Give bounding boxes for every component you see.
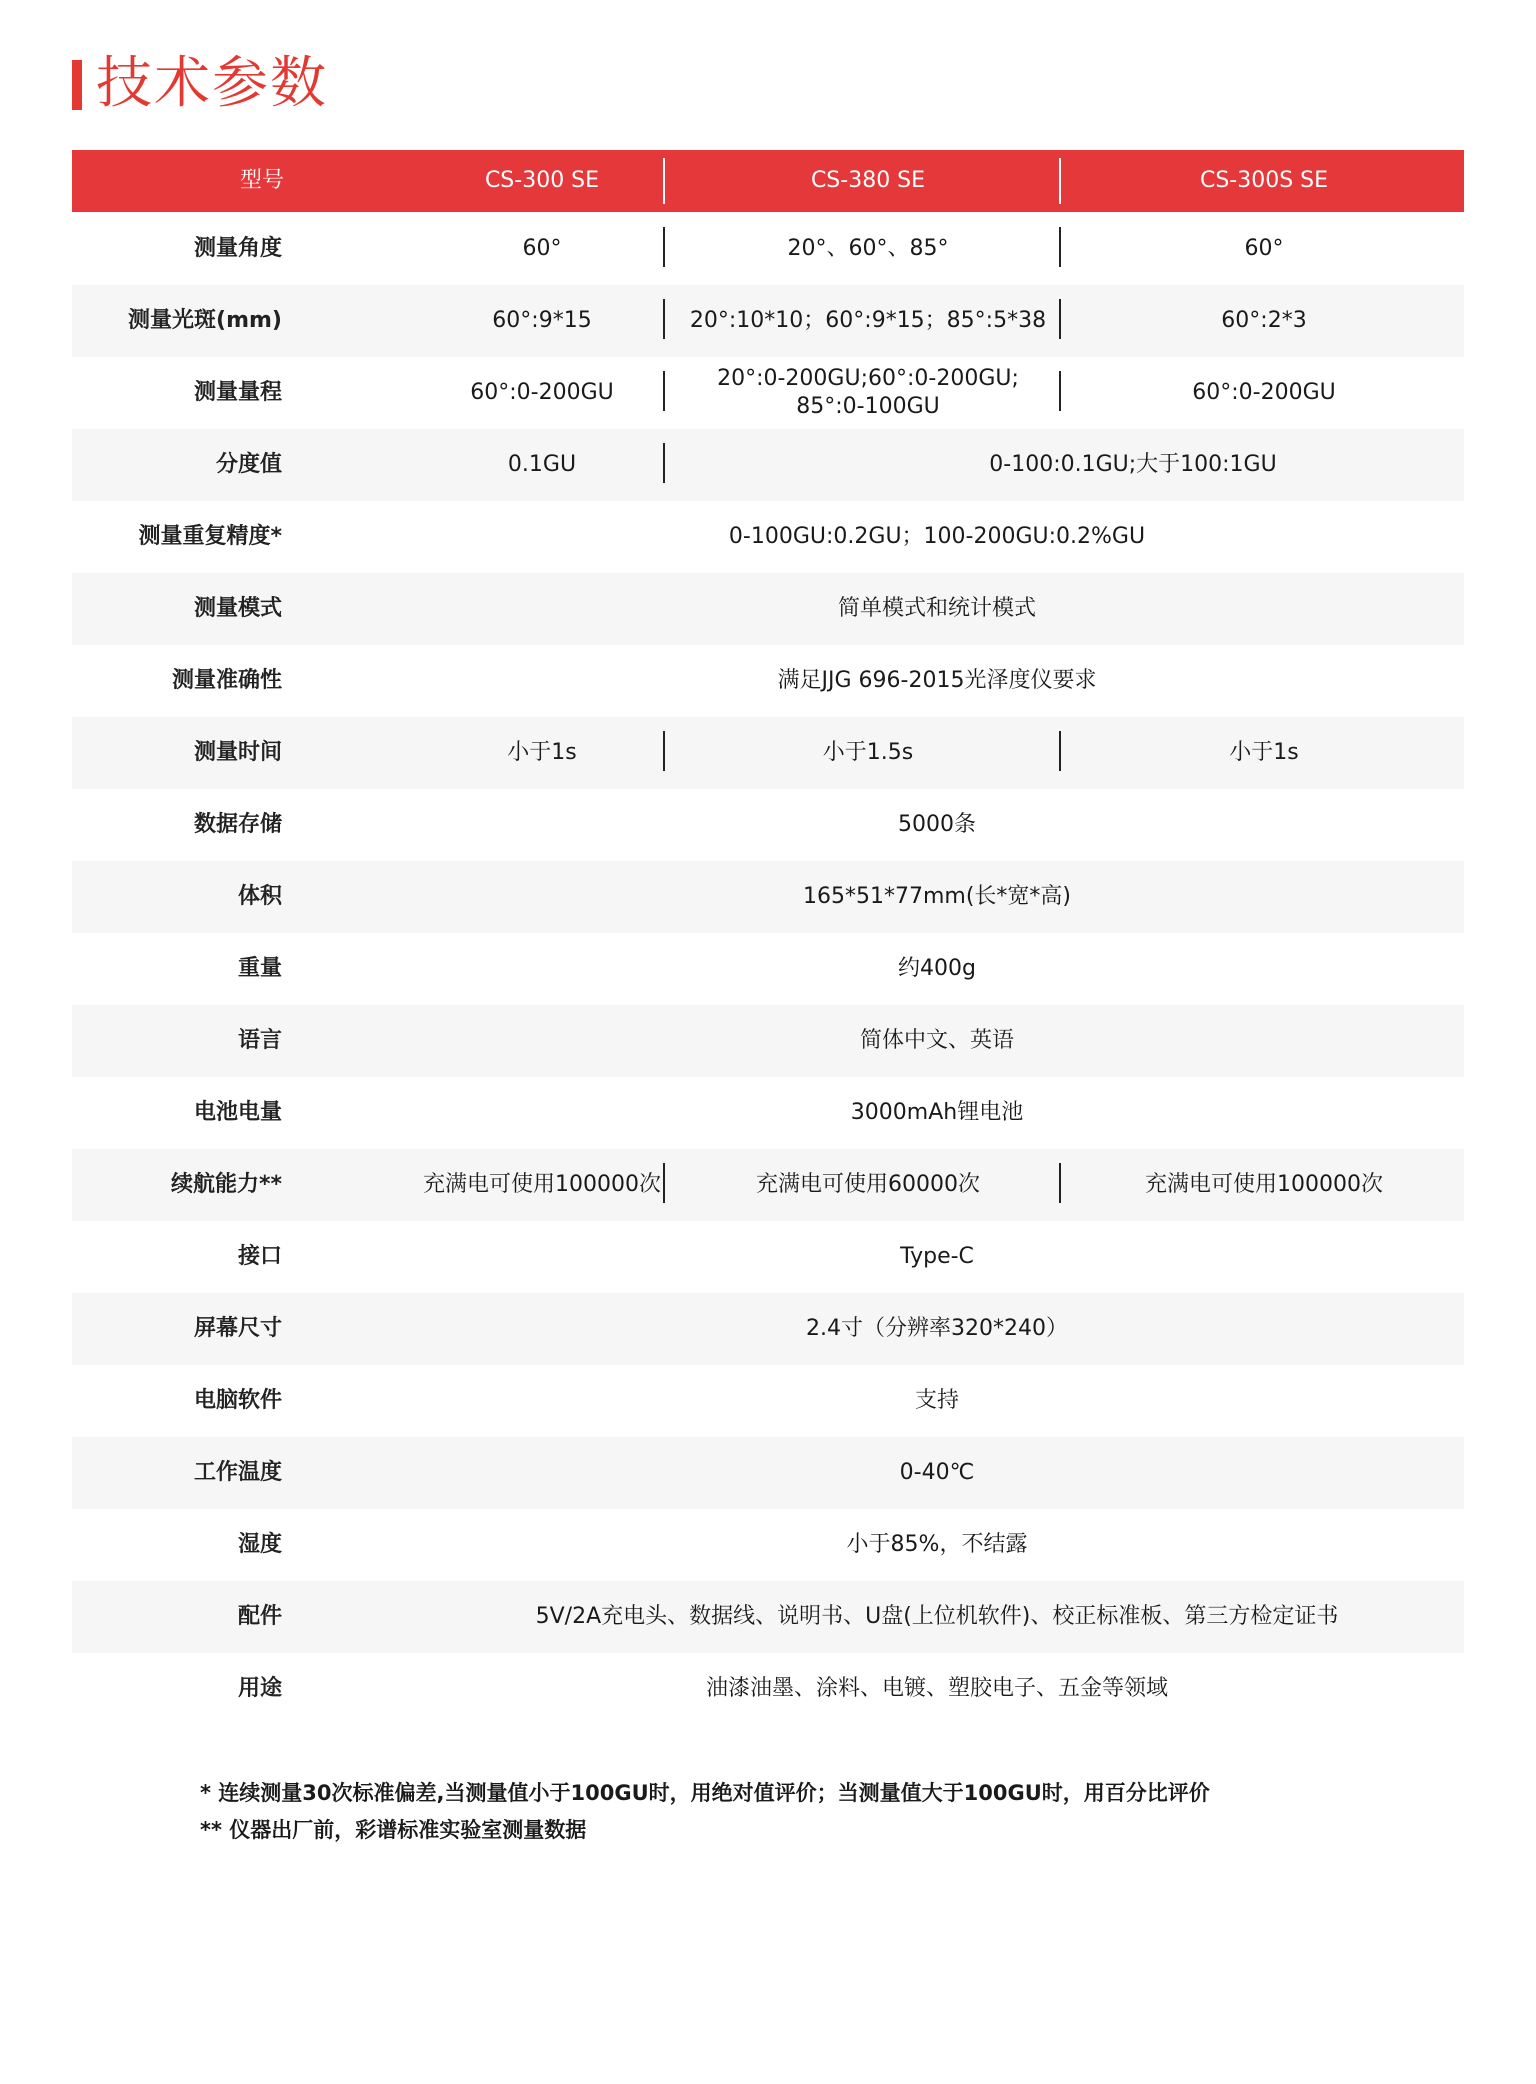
row-label: 体积 <box>237 884 282 909</box>
column-divider <box>1059 731 1061 771</box>
row-value-all: 约400g <box>898 956 976 981</box>
table-row <box>72 501 1464 573</box>
column-divider <box>663 443 665 483</box>
row-label: 用途 <box>237 1676 282 1701</box>
row-label: 测量角度 <box>193 236 282 261</box>
column-divider <box>1059 371 1061 411</box>
table-row <box>72 573 1464 645</box>
row-value-all: 2.4寸（分辨率320*240） <box>806 1316 1068 1341</box>
row-label: 语言 <box>237 1028 282 1053</box>
row-value-all: 0-40℃ <box>899 1460 975 1485</box>
row-label: 数据存储 <box>193 812 282 837</box>
row-label: 测量准确性 <box>171 668 282 693</box>
column-divider <box>1059 1163 1061 1203</box>
row-label: 测量重复精度* <box>138 524 282 549</box>
table-row <box>72 717 1464 789</box>
column-divider <box>1059 227 1061 267</box>
footnotes <box>200 1775 1210 1849</box>
table-row <box>72 1581 1464 1653</box>
header-model-3: CS-300S SE <box>1199 168 1329 193</box>
row-value-all: 支持 <box>914 1388 959 1413</box>
row-label: 测量时间 <box>193 740 282 765</box>
table-row <box>72 285 1464 357</box>
row-label: 电池电量 <box>193 1100 282 1125</box>
row-value-all: 满足JJG 696-2015光泽度仪要求 <box>777 668 1097 693</box>
table-row <box>72 1365 1464 1437</box>
row-label: 测量量程 <box>193 380 282 405</box>
table-row <box>72 1077 1464 1149</box>
table-row <box>72 645 1464 717</box>
row-value-model-1: 0.1GU <box>507 452 577 477</box>
row-value-model-1: 小于1s <box>507 740 577 765</box>
row-value-model-1: 充满电可使用100000次 <box>423 1172 661 1197</box>
column-divider <box>663 299 665 339</box>
row-value-model-2: 充满电可使用60000次 <box>756 1172 980 1197</box>
table-row <box>72 1005 1464 1077</box>
row-value-all: 简单模式和统计模式 <box>837 596 1036 621</box>
table-header-row <box>72 150 1464 212</box>
column-divider <box>663 158 665 204</box>
row-label: 电脑软件 <box>193 1388 282 1413</box>
row-value-model-3: 小于1s <box>1229 740 1299 765</box>
column-divider <box>663 1163 665 1203</box>
row-value-all: 0-100GU:0.2GU；100-200GU:0.2%GU <box>728 524 1146 549</box>
table-row <box>72 1437 1464 1509</box>
row-value-model-3: 60° <box>1244 236 1284 261</box>
row-value-all: 油漆油墨、涂料、电镀、塑胶电子、五金等领域 <box>705 1676 1168 1701</box>
row-label: 配件 <box>237 1604 282 1629</box>
row-value-all: 3000mAh锂电池 <box>850 1100 1024 1125</box>
title-accent-bar <box>72 60 82 110</box>
row-value-model-3: 60°:0-200GU <box>1192 380 1336 405</box>
row-value-all: Type-C <box>900 1244 974 1269</box>
row-label: 续航能力** <box>170 1172 282 1197</box>
table-row <box>72 1293 1464 1365</box>
row-value-all: 165*51*77mm(长*宽*高) <box>802 884 1071 909</box>
header-model-1: CS-300 SE <box>484 168 600 193</box>
column-divider <box>1059 158 1061 204</box>
row-value-all: 小于85%，不结露 <box>846 1532 1028 1557</box>
footnote-endurance: ** 仪器出厂前，彩谱标准实验室测量数据 <box>200 1818 587 1842</box>
column-divider <box>1059 299 1061 339</box>
row-value-model-2: 20°、60°、85° <box>787 236 949 261</box>
table-row <box>72 1221 1464 1293</box>
row-label: 屏幕尺寸 <box>193 1316 282 1341</box>
row-label: 工作温度 <box>193 1460 282 1485</box>
column-divider <box>663 371 665 411</box>
footnote-repeatability: * 连续测量30次标准偏差,当测量值小于100GU时，用绝对值评价；当测量值大于100GU时，用百分比评价 <box>200 1781 1210 1805</box>
table-row <box>72 933 1464 1005</box>
row-value-model-2-3: 0-100:0.1GU;大于100:1GU <box>989 452 1277 477</box>
row-value-model-1: 60°:0-200GU <box>470 380 614 405</box>
row-value-all: 5V/2A充电头、数据线、说明书、U盘(上位机软件)、校正标准板、第三方检定证书 <box>535 1604 1339 1629</box>
row-value-model-1: 60° <box>522 236 562 261</box>
table-row <box>72 789 1464 861</box>
row-value-model-1: 60°:9*15 <box>492 308 592 333</box>
row-value-model-2: 20°:0-200GU;60°:0-200GU; 85°:0-100GU <box>717 366 1019 419</box>
column-divider <box>663 731 665 771</box>
header-model-label: 型号 <box>239 168 284 193</box>
spec-table <box>72 150 1464 1725</box>
row-value-model-2: 小于1.5s <box>822 740 914 765</box>
table-row <box>72 357 1464 429</box>
row-value-model-3: 充满电可使用100000次 <box>1145 1172 1383 1197</box>
row-label: 接口 <box>237 1244 282 1269</box>
row-label: 湿度 <box>237 1532 282 1557</box>
row-value-all: 简体中文、英语 <box>859 1028 1014 1053</box>
page-title: 技术参数 <box>96 51 328 116</box>
row-label: 测量光斑(mm) <box>128 308 282 333</box>
row-value-all: 5000条 <box>898 812 976 837</box>
table-row <box>72 1149 1464 1221</box>
table-row <box>72 213 1464 285</box>
table-row <box>72 861 1464 933</box>
row-label: 测量模式 <box>193 596 282 621</box>
table-row <box>72 1509 1464 1581</box>
row-value-model-3: 60°:2*3 <box>1221 308 1307 333</box>
row-label: 分度值 <box>215 452 282 477</box>
table-row <box>72 1653 1464 1725</box>
header-model-2: CS-380 SE <box>810 168 926 193</box>
table-row <box>72 429 1464 501</box>
row-value-model-2: 20°:10*10；60°:9*15；85°:5*38 <box>689 308 1047 333</box>
row-label: 重量 <box>237 956 282 981</box>
column-divider <box>663 227 665 267</box>
